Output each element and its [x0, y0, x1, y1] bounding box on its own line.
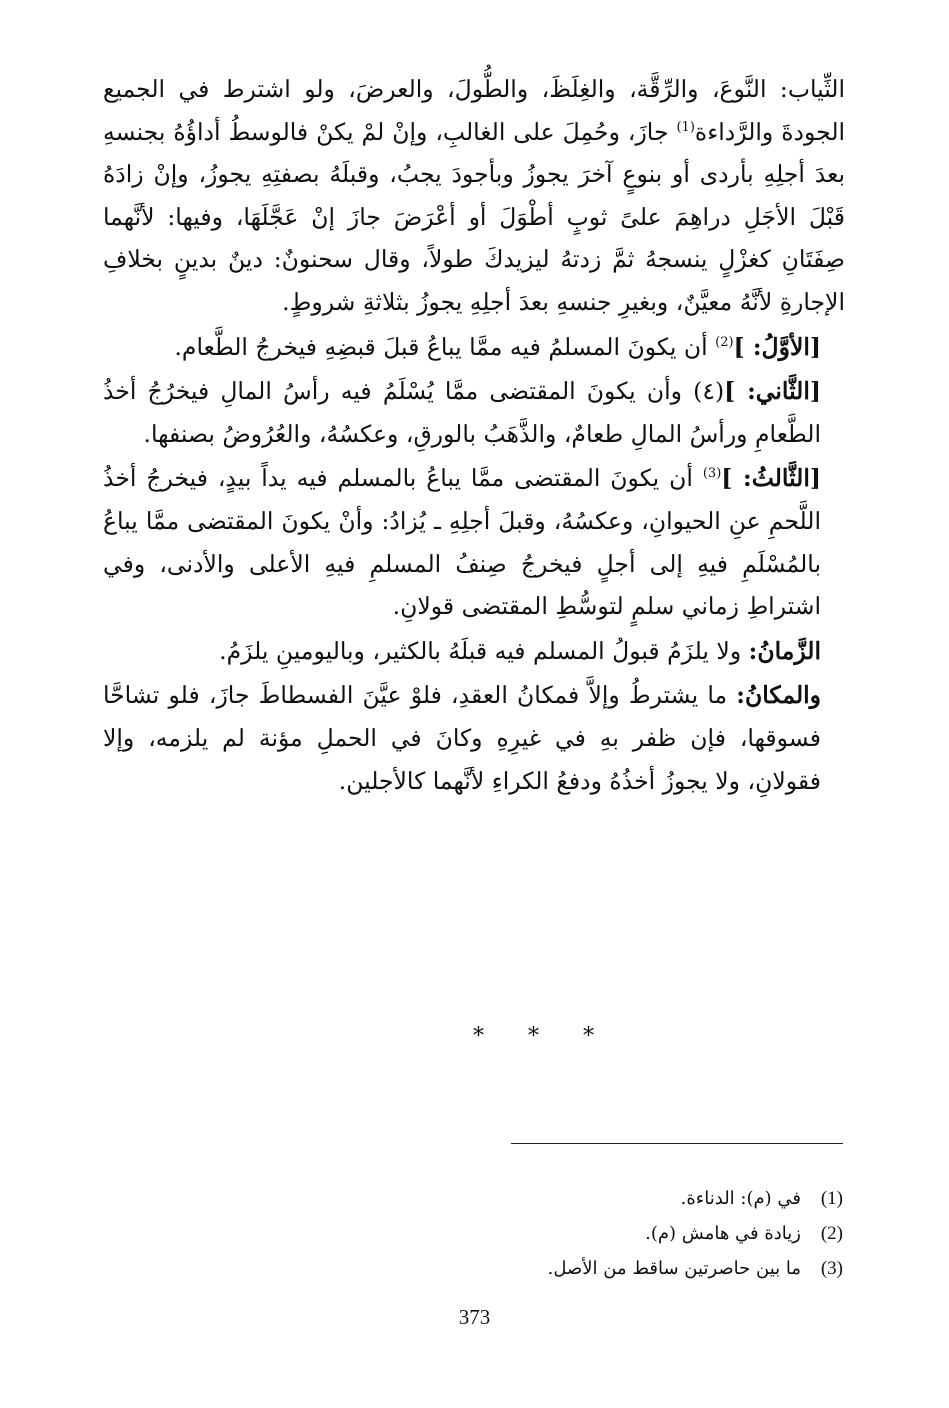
footnote-divider [511, 1143, 843, 1144]
footnotes [443, 1181, 843, 1286]
section-separator [473, 1024, 594, 1049]
term-label: والمكانُ: [736, 681, 821, 710]
condition-text: وأن يكونَ المقتضى ممَّا يُسْلَمُ فيه رأسُ المالِ فيخرُجُ أخذُ الطَّعامِ ورأسُ المالِ طعامٌ، والذَّهَبُ بالورقِ، وعكسُهُ، والعُرُوضُ بصنفها. [103, 377, 821, 448]
footnote-ref-1[interactable]: (1) [676, 119, 695, 135]
condition-second [103, 370, 845, 455]
footnote-text: ما بين حاصرتين ساقط من الأصل. [547, 1258, 801, 1279]
page-number: 373 [458, 1305, 491, 1329]
paragraph-cloth [103, 68, 845, 324]
paragraph-text-cont: جازَ، وحُمِلَ على الغالبِ، وإنْ لمْ يكنْ فالوسطُ أداؤُهُ بجنسهِ بعدَ أجلِهِ بأردى أو بنوعٍ آخرَ يجوزُ وبأجودَ يجبُ، وقبلَهُ بصفتِهِ يجوزُ، وإنْ زادَهُ قَبْلَ الأجَلِ دراهِمَ علىً ثوبٍ أطْوَلَ أو أعْرَضَ جازَ إنْ عَجَّلَهَا، وفيها: لأنَّهما صِفَتَانِ كغزْلٍ ينسجهُ ثمَّ زدتهُ ليزيدكَ طولاً، وقال سحنونٌ: دينٌ بدينٍ بخلافِ الإجارةِ لأنَّهُ معيَّنٌ، وبغيرِ جنسهِ بعدَ أجلِهِ يجوزُ بثلاثةِ شروطٍ. [103, 117, 845, 316]
condition-ref: (٤) [693, 377, 725, 406]
condition-first [103, 326, 845, 369]
footnote-number: (3) [820, 1258, 843, 1279]
paragraph-time [103, 630, 845, 673]
footnote-ref-2[interactable]: (2) [715, 334, 734, 350]
footnote-item [443, 1251, 843, 1286]
paragraph-text: الثِّياب: النَّوعَ، والرِّقَّة، والغِلَظَ، والطُّولَ، والعرضَ، ولو اشترط في الجميع الجودةَ والرَّداءة [103, 75, 846, 146]
asterisk-icon: * [528, 1024, 539, 1049]
footnote-text: زيادة في هامش (م). [645, 1223, 801, 1244]
footnote-item [443, 1216, 843, 1251]
condition-label: [الثَّاني: ] [724, 377, 821, 406]
footnote-text: في (م): الدناءة. [680, 1188, 801, 1209]
condition-label: [الأوَّلُ: ] [733, 332, 821, 361]
main-text [103, 68, 845, 802]
footnote-item [443, 1181, 843, 1216]
condition-label: [الثَّالثُ: ] [721, 464, 821, 493]
footnote-number: (1) [820, 1188, 843, 1209]
condition-third [103, 457, 845, 627]
term-text: ولا يلزَمُ قبولُ المسلم فيه قبلَهُ بالكثير، وباليومينِ يلزَمُ. [219, 636, 749, 665]
term-text: ما يشترطُ وإلاَّ فمكانُ العقدِ، فلوْ عيَّنَ الفسطاطَ جازَ، فلو تشاحَّا فسوقها، فإن ظفر بهِ في غيرِهِ وكانَ في الحملِ مؤنة لم يلزمه، وإلا فقولانِ، ولا يجوزُ أخذُهُ ودفعُ الكراءِ لأنَّهما كالأجلين. [103, 681, 821, 795]
term-label: الزَّمانُ: [748, 636, 821, 665]
condition-text: أن يكونَ المقتضى ممَّا يباعُ بالمسلم فيه يداً بيدٍ، فيخرجُ أخذُ اللَّحمِ عنِ الحيوانِ، وعكسُهُ، وقبلَ أجلِهِ ـ يُزادُ: وأنْ يكونَ المقتضى ممَّا يباعُ بالمُسْلَمِ فيهِ إلى أجلٍ فيخرجُ صِنفُ المسلمِ فيهِ الأعلى والأدنى، وفي اشتراطِ زماني سلمٍ لتوسُّطِ المقتضى قولانِ. [103, 464, 821, 621]
condition-text: أن يكونَ المسلمُ فيه ممَّا يباعُ قبلَ قبضِهِ فيخرجُ الطَّعام. [174, 332, 716, 361]
paragraph-place [103, 674, 845, 802]
asterisk-icon: * [583, 1024, 594, 1049]
footnote-number: (2) [820, 1223, 843, 1244]
footnote-ref-3[interactable]: (3) [702, 466, 722, 482]
asterisk-icon: * [473, 1024, 484, 1049]
